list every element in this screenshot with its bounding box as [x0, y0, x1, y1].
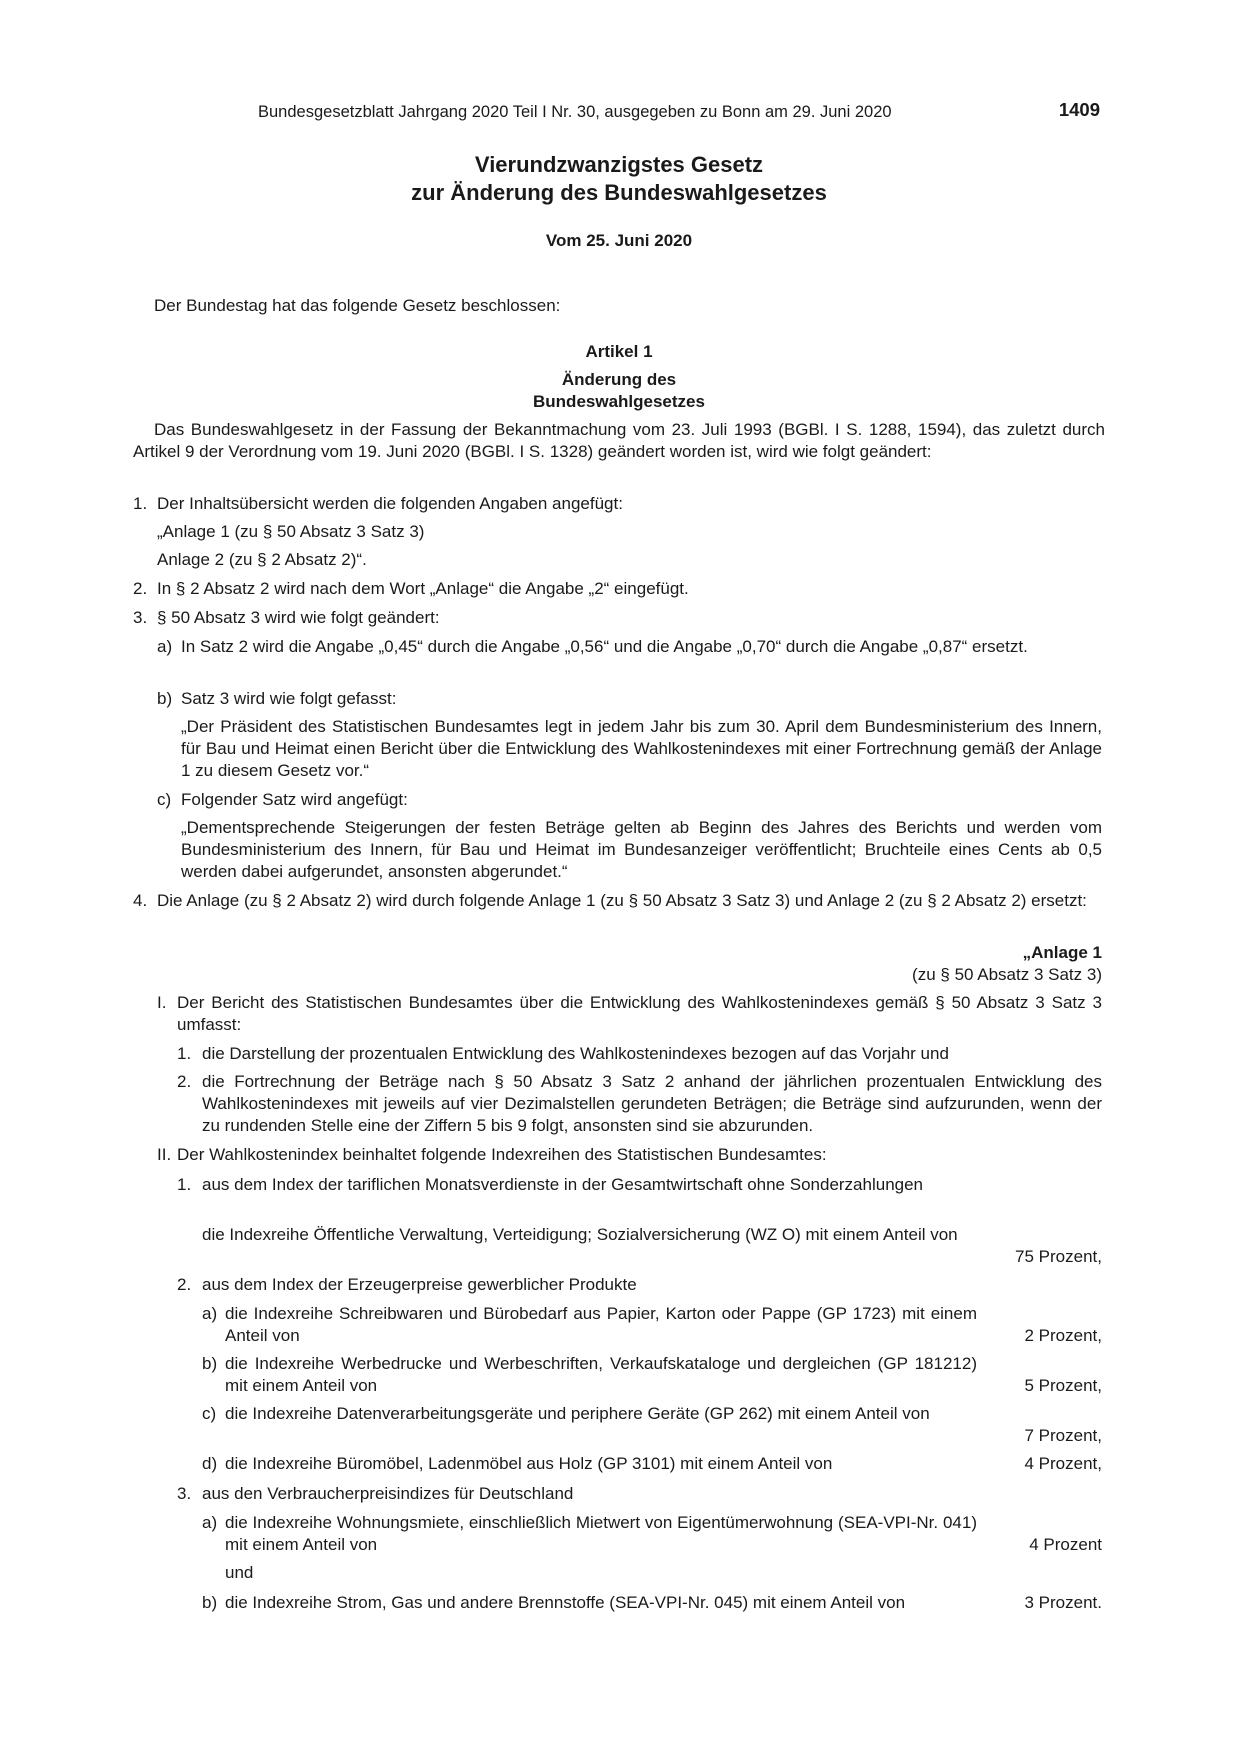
section-ii-2c-text: die Indexreihe Datenverarbeitungsgeräte und periphere Geräte (GP 262) mit einem Anteil von	[225, 1404, 930, 1423]
share-vpi-041: 4 Prozent	[1029, 1535, 1102, 1554]
share-vpi-045: 3 Prozent.	[1024, 1593, 1102, 1612]
item-3b-label: b)	[157, 689, 173, 708]
running-header: Bundesgesetzblatt Jahrgang 2020 Teil I Nr. 30, ausgegeben zu Bonn am 29. Juni 2020	[258, 103, 892, 121]
item-3c-quote: „Dementsprechende Steigerungen der festen Beträge gelten ab Beginn des Jahres des Berichts und werden vom Bundesministerium des Innern, für Bau und Heimat im Bundesanzeiger veröffentlicht; Bruchteile eines Cents ab 0,5 werden dabei aufgerundet, ansonsten abgerundet.“	[181, 818, 1102, 881]
section-ii-3b-label: b)	[202, 1593, 218, 1612]
item-2-number: 2.	[133, 579, 148, 598]
section-ii-2a-label: a)	[202, 1304, 218, 1323]
section-ii-1-text: aus dem Index der tariflichen Monatsverdienste in der Gesamtwirtschaft ohne Sonderzahlungen	[202, 1175, 924, 1194]
item-1-number: 1.	[133, 494, 148, 513]
section-i-1-text: die Darstellung der prozentualen Entwicklung des Wahlkostenindexes bezogen auf das Vorjahr und	[202, 1044, 949, 1063]
section-ii-2b-label: b)	[202, 1354, 218, 1373]
item-3a-label: a)	[157, 637, 173, 656]
item-1-quote-1: „Anlage 1 (zu § 50 Absatz 3 Satz 3)	[157, 522, 425, 541]
section-ii-2d-text: die Indexreihe Büromöbel, Ladenmöbel aus Holz (GP 3101) mit einem Anteil von	[225, 1454, 833, 1473]
page-number: 1409	[1058, 99, 1100, 120]
section-ii-2b-text: die Indexreihe Werbedrucke und Werbeschriften, Verkaufskataloge und dergleichen (GP 181212) mit einem Anteil von	[225, 1354, 977, 1395]
item-3c-text: Folgender Satz wird angefügt:	[181, 790, 408, 809]
share-gp-181212: 5 Prozent,	[1024, 1376, 1102, 1395]
share-gp-3101: 4 Prozent,	[1024, 1454, 1102, 1473]
anlage-title: „Anlage 1	[1022, 943, 1102, 962]
item-3b-quote: „Der Präsident des Statistischen Bundesamtes legt in jedem Jahr bis zum 30. April dem Bundesministerium des Innern, für Bau und Heimat einen Bericht über die Entwicklung des Wahlkostenindexes mit einer Fortrechnung gemäß der Anlage 1 zu diesem Gesetz vor.“	[181, 717, 1102, 780]
section-ii-3b-text: die Indexreihe Strom, Gas und andere Brennstoffe (SEA-VPI-Nr. 045) mit einem Anteil von	[225, 1593, 906, 1612]
section-ii-3a-und: und	[225, 1563, 254, 1582]
share-gp-262: 7 Prozent,	[1024, 1426, 1102, 1445]
item-1-text: Der Inhaltsübersicht werden die folgenden Angaben angefügt:	[157, 494, 623, 513]
section-ii-2c-label: c)	[202, 1404, 217, 1423]
item-4-text: Die Anlage (zu § 2 Absatz 2) wird durch folgende Anlage 1 (zu § 50 Absatz 3 Satz 3) und Anlage 2 (zu § 2 Absatz 2) ersetzt:	[157, 891, 1087, 910]
section-ii-3a-label: a)	[202, 1513, 218, 1532]
item-2-text: In § 2 Absatz 2 wird nach dem Wort „Anlage“ die Angabe „2“ eingefügt.	[157, 579, 689, 598]
article-intro: Das Bundeswahlgesetz in der Fassung der Bekanntmachung vom 23. Juli 1993 (BGBl. I S. 1288, 1594), das zuletzt durch Artikel 9 der Verordnung vom 19. Juni 2020 (BGBl. I S. 1328) geändert worden ist, wird wie folgt geändert:	[133, 420, 1105, 461]
item-3-text: § 50 Absatz 3 wird wie folgt geändert:	[157, 608, 440, 627]
section-i-text: Der Bericht des Statistischen Bundesamtes über die Entwicklung des Wahlkostenindexes gemäß § 50 Absatz 3 Satz 3 umfasst:	[177, 993, 1102, 1034]
section-ii-2d-label: d)	[202, 1454, 218, 1473]
law-title-line-1: Vierundzwanzigstes Gesetz	[474, 152, 764, 177]
section-ii-2-number: 2.	[177, 1275, 192, 1294]
item-3a-text: In Satz 2 wird die Angabe „0,45“ durch die Angabe „0,56“ und die Angabe „0,70“ durch die Angabe „0,87“ ersetzt.	[181, 637, 1028, 656]
section-i-1-number: 1.	[177, 1044, 192, 1063]
item-1-quote-2: Anlage 2 (zu § 2 Absatz 2)“.	[157, 550, 367, 569]
section-ii-3-number: 3.	[177, 1484, 192, 1503]
section-ii-3-text: aus den Verbraucherpreisindizes für Deutschland	[202, 1484, 574, 1503]
share-gp-1723: 2 Prozent,	[1024, 1326, 1102, 1345]
section-i-2-number: 2.	[177, 1072, 192, 1091]
section-ii-2a-text: die Indexreihe Schreibwaren und Bürobedarf aus Papier, Karton oder Pappe (GP 1723) mit einem Anteil von	[225, 1304, 977, 1345]
section-ii-1-detail: die Indexreihe Öffentliche Verwaltung, Verteidigung; Sozialversicherung (WZ O) mit einem Anteil von	[202, 1225, 958, 1244]
law-title-line-2: zur Änderung des Bundeswahlgesetzes	[411, 180, 827, 205]
law-date: Vom 25. Juni 2020	[545, 231, 693, 250]
item-4-number: 4.	[133, 891, 148, 910]
section-i-number: I.	[157, 993, 167, 1012]
item-3c-label: c)	[157, 790, 172, 809]
article-label: Artikel 1	[585, 342, 653, 361]
section-i-2-text: die Fortrechnung der Beträge nach § 50 Absatz 3 Satz 2 anhand der jährlichen prozentualen Entwicklung des Wahlkostenindexes mit jeweils auf vier Dezimalstellen gerundeten Beträgen; die Beträge sind aufzurunden, wenn der zu rundenden Stelle eine der Ziffern 5 bis 9 folgt, ansonsten sind sie abzurunden.	[202, 1072, 1102, 1135]
section-ii-text: Der Wahlkostenindex beinhaltet folgende Indexreihen des Statistischen Bundesamtes:	[177, 1145, 827, 1164]
article-heading-line-1: Änderung des	[561, 370, 677, 389]
section-ii-number: II.	[157, 1145, 172, 1164]
item-3b-text: Satz 3 wird wie folgt gefasst:	[181, 689, 397, 708]
section-ii-2-text: aus dem Index der Erzeugerpreise gewerblicher Produkte	[202, 1275, 637, 1294]
anlage-subtitle: (zu § 50 Absatz 3 Satz 3)	[912, 965, 1102, 984]
article-heading-line-2: Bundeswahlgesetzes	[533, 392, 705, 411]
section-ii-3a-text: die Indexreihe Wohnungsmiete, einschließlich Mietwert von Eigentümerwohnung (SEA-VPI-Nr. 041) mit einem Anteil von	[225, 1513, 977, 1554]
preamble: Der Bundestag hat das folgende Gesetz beschlossen:	[154, 296, 561, 315]
item-3-number: 3.	[133, 608, 148, 627]
section-ii-1-number: 1.	[177, 1175, 192, 1194]
share-wz-o: 75 Prozent,	[1015, 1247, 1102, 1266]
